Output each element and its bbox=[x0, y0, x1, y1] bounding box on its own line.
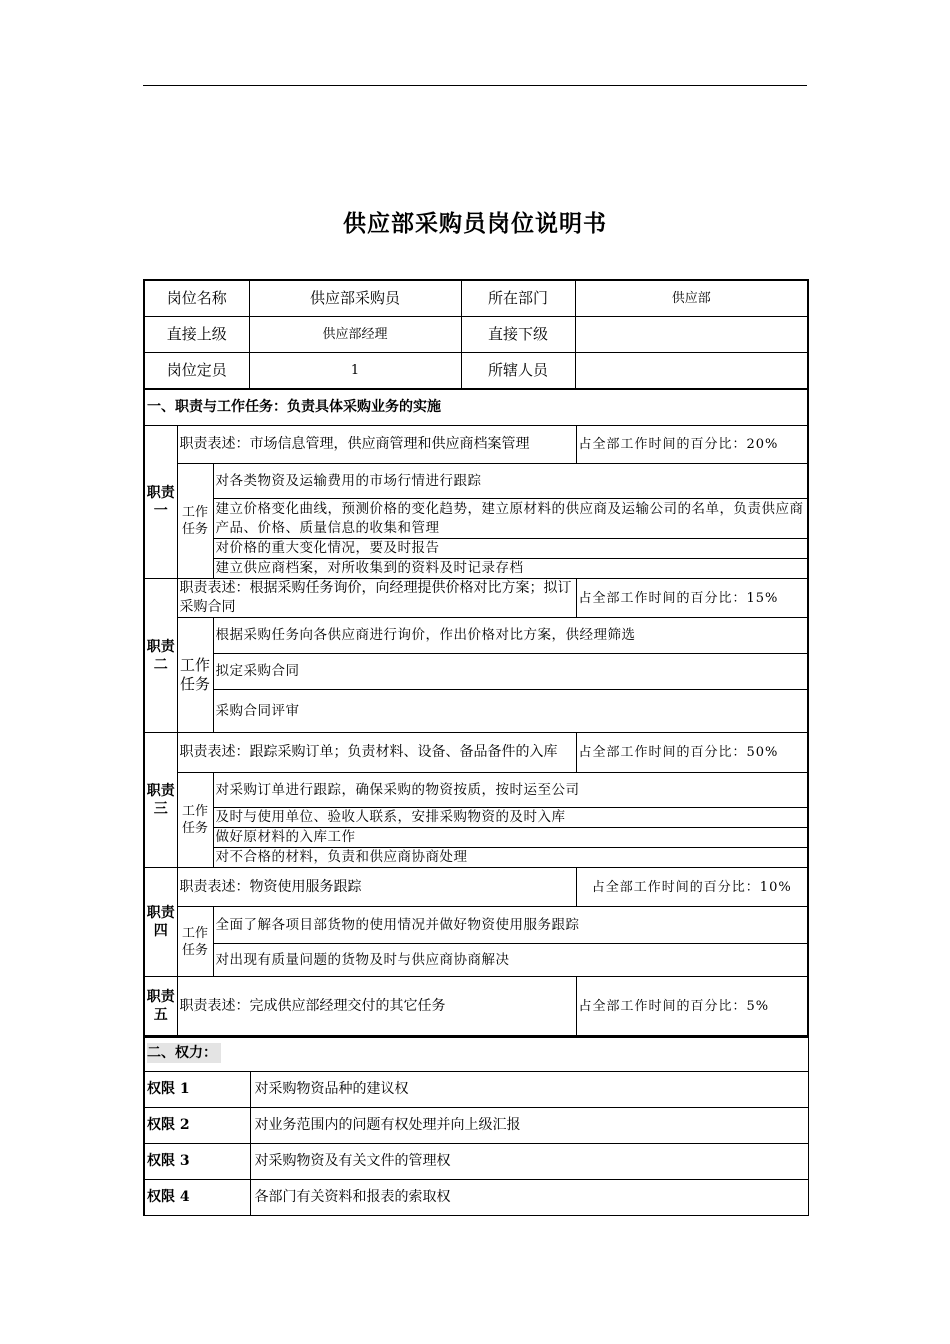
info-row bbox=[144, 353, 808, 390]
duty-percent: 占全部工作时间的百分比：15% bbox=[576, 579, 808, 618]
headcount-label: 岗位定员 bbox=[144, 353, 249, 390]
info-row bbox=[144, 317, 808, 353]
duty-summary: 职责表述：跟踪采购订单；负责材料、设备、备品备件的入库 bbox=[177, 733, 576, 773]
superior-label: 直接上级 bbox=[144, 317, 249, 353]
duty-label: 职责四 bbox=[144, 868, 177, 977]
power-text: 各部门有关资料和报表的索取权 bbox=[250, 1180, 808, 1216]
task-item: 全面了解各项目部货物的使用情况并做好物资使用服务跟踪 bbox=[213, 907, 808, 944]
position-name-value: 供应部采购员 bbox=[249, 280, 461, 317]
section-heading: 一、职责与工作任务：负责具体采购业务的实施 bbox=[144, 389, 808, 426]
powers-table bbox=[143, 1035, 809, 1216]
info-row bbox=[144, 280, 808, 317]
duty-label: 职责三 bbox=[144, 733, 177, 868]
task-row bbox=[144, 559, 808, 579]
power-label: 权限 4 bbox=[144, 1180, 250, 1216]
task-row bbox=[144, 848, 808, 868]
managed-value bbox=[575, 353, 808, 390]
task-label: 工作任务 bbox=[177, 907, 213, 977]
task-item: 建立供应商档案，对所收集到的资料及时记录存档 bbox=[213, 559, 808, 579]
department-label: 所在部门 bbox=[461, 280, 575, 317]
task-row bbox=[144, 828, 808, 848]
section-heading-row bbox=[144, 389, 808, 426]
duty-label: 职责五 bbox=[144, 977, 177, 1037]
power-row bbox=[144, 1072, 808, 1108]
task-label: 工作任务 bbox=[177, 773, 213, 868]
duty-label: 职责一 bbox=[144, 426, 177, 579]
superior-value: 供应部经理 bbox=[249, 317, 461, 353]
duty-percent: 占全部工作时间的百分比：50% bbox=[576, 733, 808, 773]
task-row bbox=[144, 907, 808, 944]
task-label: 工作任务 bbox=[177, 618, 213, 733]
duty-summary-row bbox=[144, 426, 808, 464]
duty-summary-row bbox=[144, 977, 808, 1037]
task-row bbox=[144, 690, 808, 733]
subordinate-value bbox=[575, 317, 808, 353]
task-row bbox=[144, 808, 808, 828]
document-title: 供应部采购员岗位说明书 bbox=[343, 211, 607, 237]
power-label: 权限 1 bbox=[144, 1072, 250, 1108]
task-item: 对各类物资及运输费用的市场行情进行跟踪 bbox=[213, 464, 808, 499]
task-item: 采购合同评审 bbox=[213, 690, 808, 733]
duty-label: 职责二 bbox=[144, 579, 177, 733]
power-label: 权限 3 bbox=[144, 1144, 250, 1180]
duty-summary: 职责表述：完成供应部经理交付的其它任务 bbox=[177, 977, 576, 1037]
section-heading-row bbox=[144, 1036, 808, 1072]
power-label: 权限 2 bbox=[144, 1108, 250, 1144]
power-row bbox=[144, 1144, 808, 1180]
task-label: 工作任务 bbox=[177, 464, 213, 579]
power-text: 对采购物资及有关文件的管理权 bbox=[250, 1144, 808, 1180]
duty-percent: 占全部工作时间的百分比：5% bbox=[576, 977, 808, 1037]
duty-summary: 职责表述：物资使用服务跟踪 bbox=[177, 868, 576, 907]
subordinate-label: 直接下级 bbox=[461, 317, 575, 353]
task-item: 对不合格的材料，负责和供应商协商处理 bbox=[213, 848, 808, 868]
task-row bbox=[144, 464, 808, 499]
department-value: 供应部 bbox=[575, 280, 808, 317]
task-row bbox=[144, 618, 808, 654]
duty-percent: 占全部工作时间的百分比：10% bbox=[576, 868, 808, 907]
power-row bbox=[144, 1108, 808, 1144]
duty-summary-row bbox=[144, 733, 808, 773]
duty-summary: 职责表述：市场信息管理，供应商管理和供应商档案管理 bbox=[177, 426, 576, 464]
basic-info-table bbox=[143, 279, 809, 390]
task-item: 对出现有质量问题的货物及时与供应商协商解决 bbox=[213, 944, 808, 977]
task-item: 建立价格变化曲线，预测价格的变化趋势，建立原材料的供应商及运输公司的名单，负责供应商产品、价格、质量信息的收集和管理 bbox=[213, 499, 808, 539]
header-rule bbox=[143, 85, 807, 86]
duties-table bbox=[143, 388, 809, 1038]
duty-percent: 占全部工作时间的百分比：20% bbox=[576, 426, 808, 464]
task-item: 对采购订单进行跟踪，确保采购的物资按质，按时运至公司 bbox=[213, 773, 808, 808]
task-row bbox=[144, 944, 808, 977]
task-item: 做好原材料的入库工作 bbox=[213, 828, 808, 848]
power-row bbox=[144, 1180, 808, 1216]
task-row bbox=[144, 499, 808, 539]
duty-summary-row bbox=[144, 868, 808, 907]
task-row bbox=[144, 654, 808, 690]
task-item: 根据采购任务向各供应商进行询价，作出价格对比方案，供经理筛选 bbox=[213, 618, 808, 654]
managed-label: 所辖人员 bbox=[461, 353, 575, 390]
position-name-label: 岗位名称 bbox=[144, 280, 249, 317]
task-item: 拟定采购合同 bbox=[213, 654, 808, 690]
headcount-value: 1 bbox=[249, 353, 461, 390]
power-text: 对业务范围内的问题有权处理并向上级汇报 bbox=[250, 1108, 808, 1144]
task-item: 对价格的重大变化情况，要及时报告 bbox=[213, 539, 808, 559]
task-row bbox=[144, 773, 808, 808]
power-text: 对采购物资品种的建议权 bbox=[250, 1072, 808, 1108]
section-heading-text: 二、权力： bbox=[147, 1043, 221, 1063]
section-heading bbox=[144, 1036, 808, 1072]
task-item: 及时与使用单位、验收人联系，安排采购物资的及时入库 bbox=[213, 808, 808, 828]
task-row bbox=[144, 539, 808, 559]
duty-summary: 职责表述：根据采购任务询价，向经理提供价格对比方案；拟订采购合同 bbox=[177, 579, 576, 618]
duty-summary-row bbox=[144, 579, 808, 618]
